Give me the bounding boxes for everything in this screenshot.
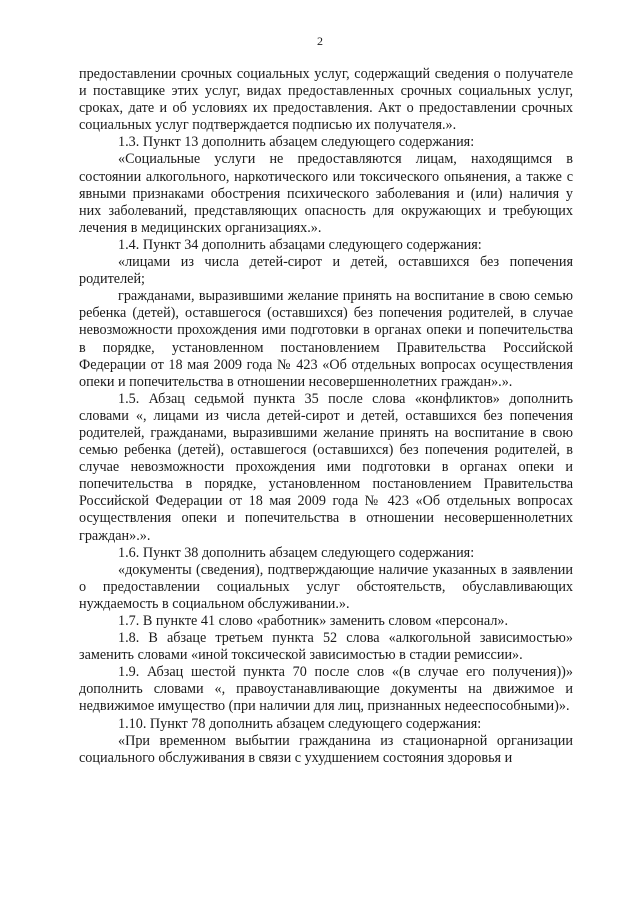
- paragraph: 1.5. Абзац седьмой пункта 35 после слова «конфликтов» дополнить словами «, лицами из числа детей-сирот и детей, оставшихся без попечения родителей, гражданами, выразившими желание принять на воспитание в свою семью ребенка (детей), оставшегося (оставшихся) без попечения родителей, в случае невозможности прохождения ими подготовки в органах опеки и попечительства в порядке, установленном постановлением Правительства Российской Федерации от 18 мая 2009 года № 423 «Об отдельных вопросах осуществления опеки и попечительства в отношении несовершеннолетних граждан».».: [79, 390, 573, 544]
- paragraph: 1.6. Пункт 38 дополнить абзацем следующего содержания:: [118, 544, 475, 561]
- paragraph: 1.4. Пункт 34 дополнить абзацами следующего содержания:: [118, 236, 482, 253]
- paragraph: 1.7. В пункте 41 слово «работник» заменить словом «персонал».: [118, 613, 509, 629]
- paragraph: «документы (сведения), подтверждающие наличие указанных в заявлении о предоставлении социальных услуг обстоятельств, обуславливающих нуждаемость в социальном обслуживании.».: [79, 561, 573, 612]
- page-number: 2: [317, 34, 323, 48]
- paragraph: 1.3. Пункт 13 дополнить абзацем следующего содержания:: [118, 134, 475, 151]
- document-body: [79, 66, 573, 767]
- paragraph: 1.10. Пункт 78 дополнить абзацем следующего содержания:: [118, 715, 482, 732]
- paragraph: «При временном выбытии гражданина из стационарной организации социального обслуживания в связи с ухудшением состояния здоровья и: [79, 732, 573, 766]
- paragraph: «лицами из числа детей-сирот и детей, оставшихся без попечения родителей;: [79, 254, 573, 288]
- paragraph: 1.8. В абзаце третьем пункта 52 слова «алкогольной зависимостью» заменить словами «иной токсической зависимостью в стадии ремиссии».: [79, 630, 573, 664]
- paragraph: гражданами, выразившими желание принять на воспитание в свою семью ребенка (детей), оставшегося (оставшихся) без попечения родителей, в случае невозможности прохождения ими подготовки в органах опеки и попечительства в порядке, установленном постановлением Правительства Российской Федерации от 18 мая 2009 года № 423 «Об отдельных вопросах осуществления опеки и попечительства в отношении несовершеннолетних граждан».».: [79, 288, 573, 390]
- paragraph: 1.9. Абзац шестой пункта 70 после слов «(в случае его получения))» дополнить словами «, правоустанавливающие документы на движимое и недвижимое имущество (при наличии для лиц, признанных недееспособными)».: [79, 664, 573, 715]
- paragraph: предоставлении срочных социальных услуг, содержащий сведения о получателе и поставщике этих услуг, видах предоставленных срочных социальных услуг, сроках, дате и об условиях их предоставления. Акт о предоставлении срочных социальных услуг подтверждается подписью их получателя.».: [79, 66, 573, 134]
- paragraph: «Социальные услуги не предоставляются лицам, находящимся в состоянии алкогольного, наркотического или токсического опьянения, а также с явными признаками обострения психического заболевания и (или) наличия у них заболеваний, представляющих опасность для окружающих и требующих лечения в медицинских организациях.».: [79, 151, 573, 236]
